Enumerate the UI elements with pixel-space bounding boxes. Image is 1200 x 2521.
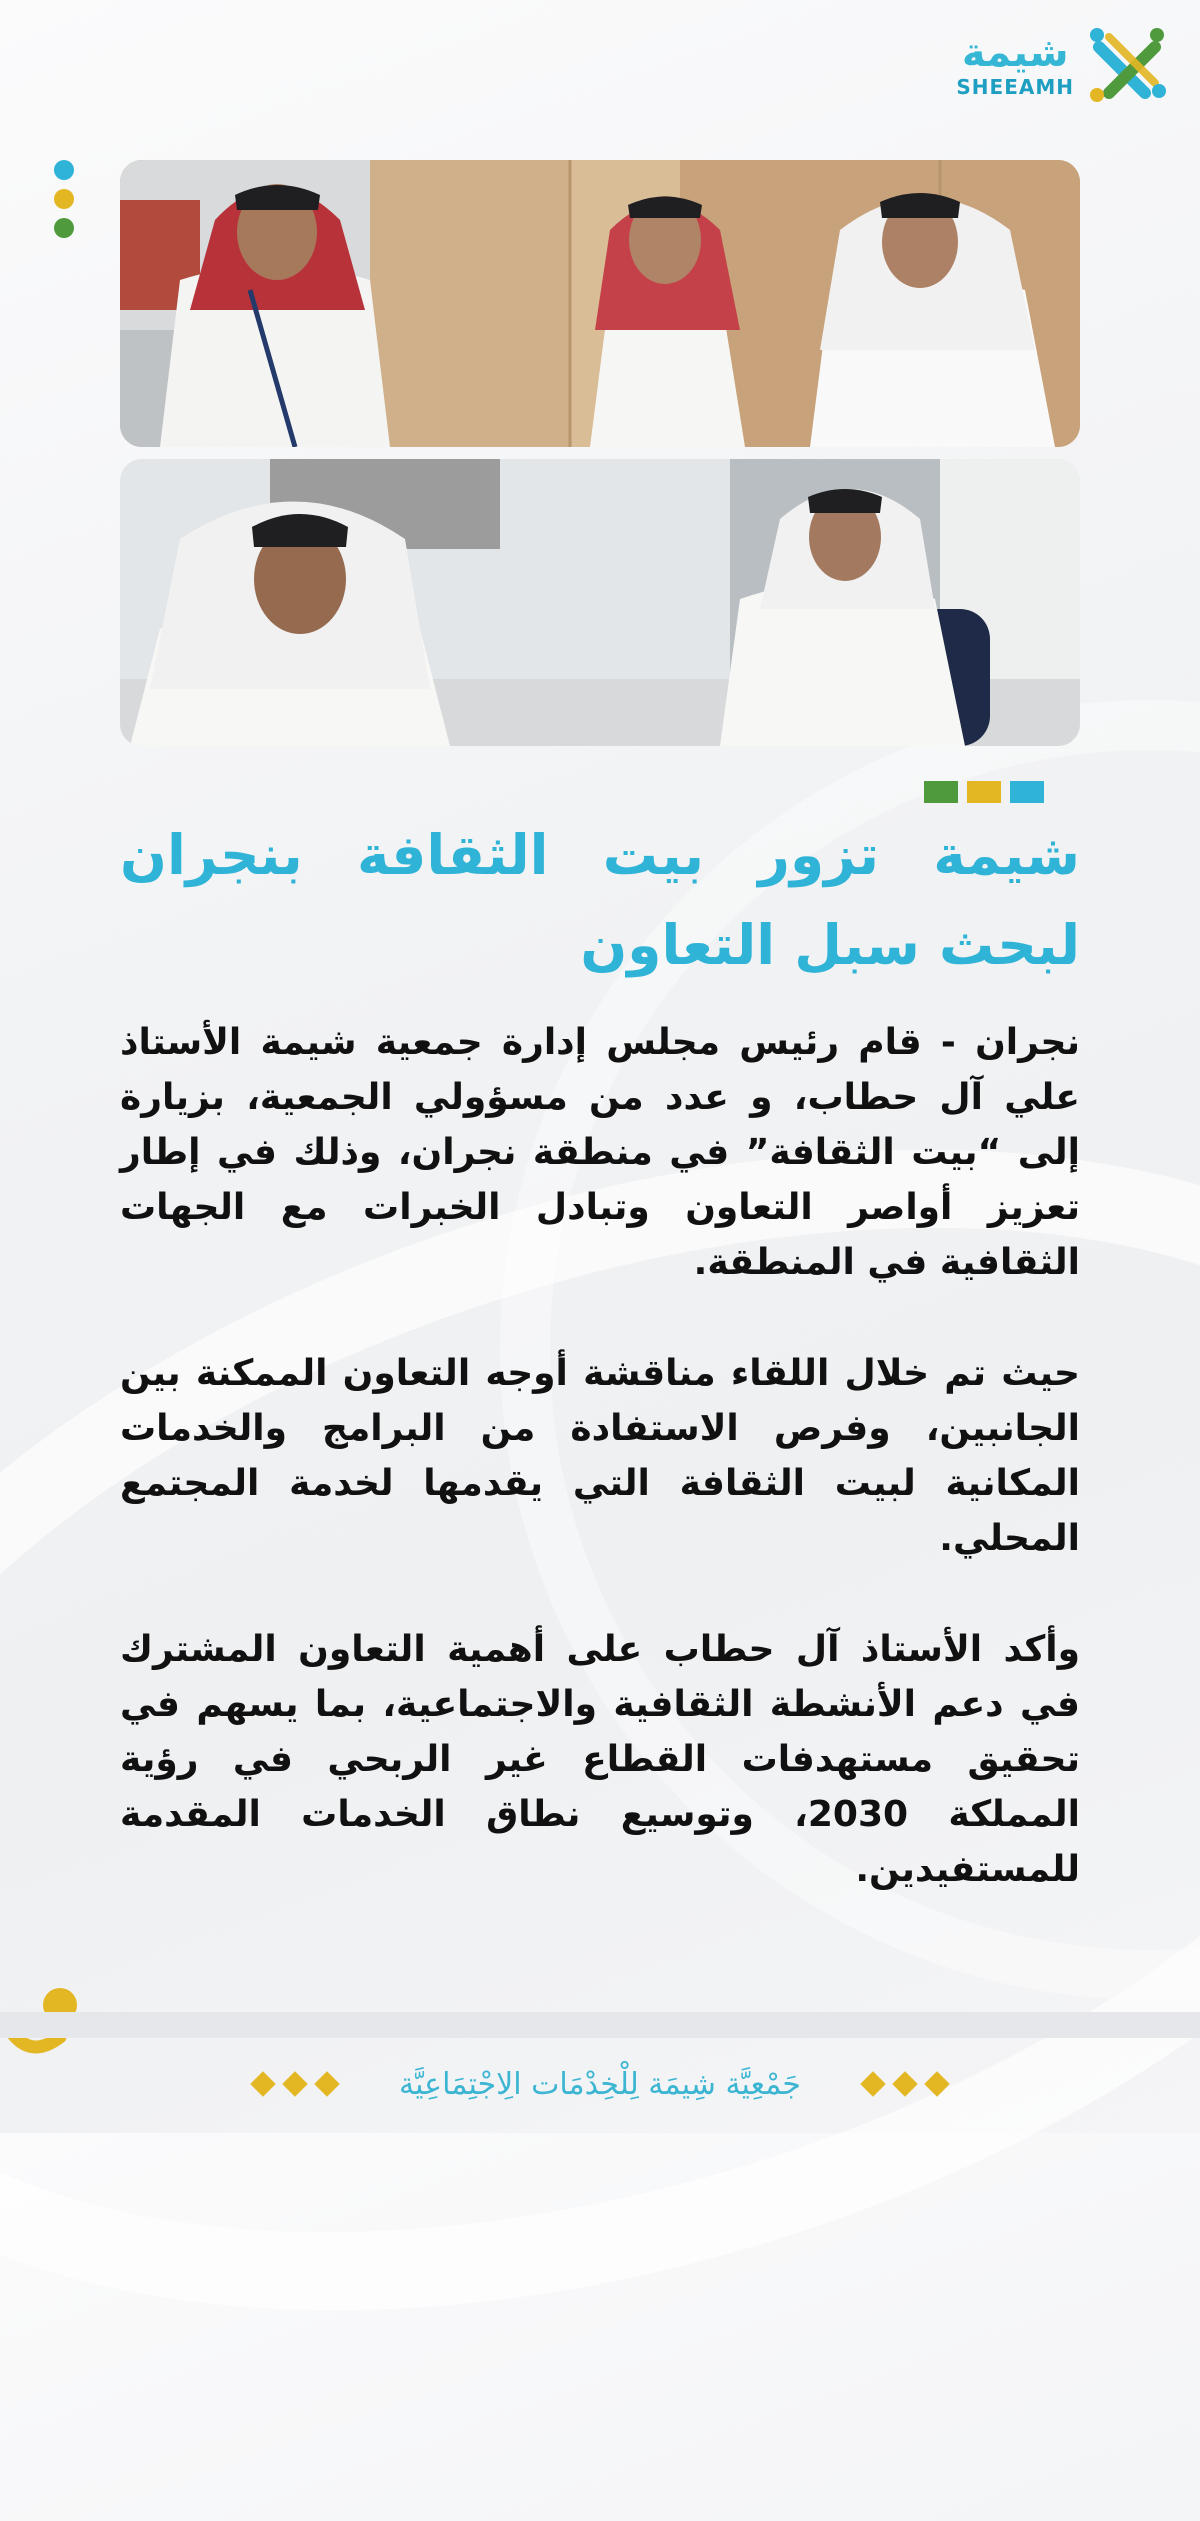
square-green — [924, 781, 958, 803]
footer-org-name: جَمْعِيَّة شِيمَة لِلْخِدْمَات الِاجْتِمَاعِيَّة — [399, 2066, 801, 2102]
bottom-divider — [0, 2012, 1200, 2038]
footer-diamonds-right — [859, 2075, 951, 2093]
article-paragraph: وأكد الأستاذ آل حطاب على أهمية التعاون المشترك في دعم الأنشطة الثقافية والاجتماعية، بما يسهم في تحقيق مستهدفات القطاع غير الربحي في رؤية المملكة 2030، وتوسيع نطاق الخدمات المقدمة للمستفيدين. — [120, 1629, 1081, 1890]
footer-diamonds-left — [249, 2075, 341, 2093]
logo-arabic: شيمة — [961, 30, 1069, 76]
diamond-icon — [250, 2071, 275, 2096]
dot-gold — [54, 189, 74, 209]
diamond-icon — [892, 2071, 917, 2096]
dot-green — [54, 218, 74, 238]
logo — [956, 22, 1170, 108]
photo-bottom — [120, 459, 1080, 746]
diamond-icon — [314, 2071, 339, 2096]
logo-text — [956, 30, 1074, 99]
logo-english: SHEEAMH — [956, 75, 1074, 99]
decor-squares — [924, 781, 1044, 803]
article-paragraph: نجران - قام رئيس مجلس إدارة جمعية شيمة الأستاذ علي آل حطاب، و عدد من مسؤولي الجمعية، بزيارة إلى “بيت الثقافة” في منطقة نجران، وذلك في إطار تعزيز أواصر التعاون وتبادل الخبرات مع الجهات الثقافية في المنطقة. — [120, 1022, 1080, 1283]
square-blue — [1010, 781, 1044, 803]
photo-top — [120, 160, 1080, 447]
diamond-icon — [282, 2071, 307, 2096]
square-gold — [967, 781, 1001, 803]
article-title: شيمة تزور بيت الثقافة بنجران لبحث سبل التعاون — [120, 823, 1080, 977]
dot-blue — [54, 160, 74, 180]
footer — [0, 2064, 1200, 2104]
decor-dots — [54, 160, 74, 238]
diamond-icon — [860, 2071, 885, 2096]
article-body — [120, 1015, 1080, 1953]
diamond-icon — [924, 2071, 949, 2096]
article-paragraph: حيث تم خلال اللقاء مناقشة أوجه التعاون الممكنة بين الجانبين، وفرص الاستفادة من البرامج والخدمات المكانية لبيت الثقافة التي يقدمها لخدمة المجتمع المحلي. — [120, 1353, 1080, 1559]
logo-mark-icon — [1084, 22, 1170, 108]
